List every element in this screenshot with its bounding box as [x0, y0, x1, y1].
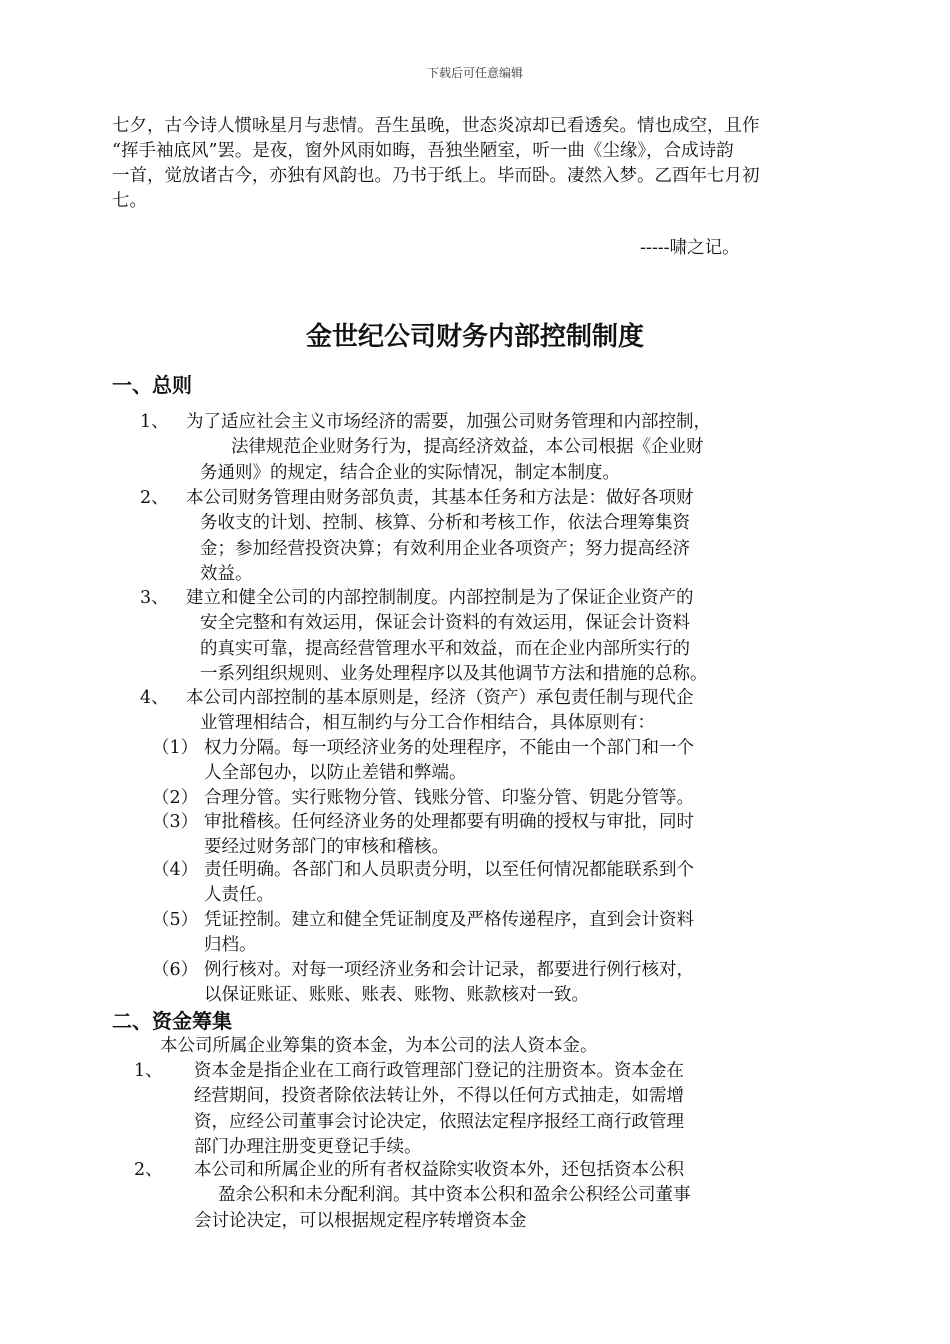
item-line: 务收支的计划、控制、核算、分析和考核工作，依法合理筹集资: [200, 513, 690, 534]
item-line: 盈余公积和未分配利润。其中资本公积和盈余公积经公司董事: [218, 1185, 691, 1206]
item-line: 例行核对。对每一项经济业务和会计记录，都要进行例行核对，: [204, 960, 694, 980]
item-line: 安全完整和有效运用，保证会计资料的有效运用，保证会计资料: [200, 613, 690, 634]
signature: -----啸之记。: [640, 238, 740, 258]
preface-line: 七。: [112, 191, 147, 211]
preface-paragraph: [112, 114, 840, 214]
item-line: 建立和健全公司的内部控制制度。内部控制是为了保证企业资产的: [186, 588, 694, 608]
item-line: 务通则》的规定，结合企业的实际情况，制定本制度。: [200, 462, 620, 483]
preface-line: 一首，觉放诸古今，亦独有风韵也。乃书于纸上。毕而卧。凄然入梦。乙酉年七月初: [112, 166, 760, 186]
item-line: 经营期间，投资者除依法转让外，不得以任何方式抽走，如需增: [194, 1086, 684, 1107]
item-line: 资，应经公司董事会讨论决定，依照法定程序报经工商行政管理: [194, 1111, 684, 1132]
item-line: 金；参加经营投资决算；有效利用企业各项资产；努力提高经济: [200, 538, 690, 559]
item-line: 一系列组织规则、业务处理程序以及其他调节方法和措施的总称。: [200, 663, 708, 684]
item-line: 的真实可靠，提高经营管理水平和效益，而在企业内部所实行的: [200, 638, 690, 659]
item-line: 归档。: [204, 935, 257, 956]
item-number: （6）: [152, 960, 199, 980]
preface-line: 七夕，古今诗人惯咏星月与悲情。吾生虽晚，世态炎凉却已看透矣。情也成空，且作: [112, 116, 760, 136]
item-number: 1、: [140, 412, 169, 432]
item-line: 以保证账证、账账、账表、账物、账款核对一致。: [204, 985, 589, 1006]
item-number: （5）: [152, 910, 199, 930]
item-line: 要经过财务部门的审核和稽核。: [204, 837, 449, 858]
item-line: 人责任。: [204, 885, 274, 906]
item-number: （2）: [152, 788, 199, 808]
item-line: 资本金是指企业在工商行政管理部门登记的注册资本。资本金在: [194, 1061, 684, 1081]
preface-line: “挥手袖底风”罢。是夜，窗外风雨如晦，吾独坐陋室，听一曲《尘缘》，合成诗韵: [112, 141, 734, 161]
page-header: 下载后可任意编辑: [426, 66, 523, 80]
item-line: 审批稽核。任何经济业务的处理都要有明确的授权与审批，同时: [204, 812, 694, 832]
section-intro: 本公司所属企业筹集的资本金，为本公司的法人资本金。: [160, 1036, 598, 1056]
item-line: 业管理相结合，相互制约与分工合作相结合，具体原则有：: [200, 713, 655, 734]
item-line: 会讨论决定，可以根据规定程序转增资本金: [194, 1210, 527, 1231]
item-number: （1）: [152, 738, 199, 758]
item-number: 4、: [140, 688, 169, 708]
section-heading-general: 一、总则: [112, 373, 192, 397]
item-line: 法律规范企业财务行为，提高经济效益，本公司根据《企业财: [231, 437, 704, 458]
item-number: （3）: [152, 812, 199, 832]
item-number: 2、: [134, 1160, 163, 1180]
item-line: 合理分管。实行账物分管、钱账分管、印鉴分管、钥匙分管等。: [204, 788, 694, 808]
item-line: 本公司内部控制的基本原则是，经济（资产）承包责任制与现代企: [186, 688, 694, 708]
item-line: 人全部包办，以防止差错和弊端。: [204, 763, 467, 784]
item-line: 为了适应社会主义市场经济的需要，加强公司财务管理和内部控制，: [186, 412, 711, 432]
item-line: 部门办理注册变更登记手续。: [194, 1136, 422, 1157]
item-number: 1、: [134, 1061, 163, 1081]
section-heading-funding: 二、资金筹集: [112, 1009, 232, 1033]
item-line: 权力分隔。每一项经济业务的处理程序，不能由一个部门和一个: [204, 738, 694, 758]
item-line: 本公司财务管理由财务部负责，其基本任务和方法是：做好各项财: [186, 488, 694, 508]
item-line: 效益。: [200, 563, 253, 584]
document-title: 金世纪公司财务内部控制制度: [305, 322, 644, 352]
item-number: 3、: [140, 588, 169, 608]
item-line: 本公司和所属企业的所有者权益除实收资本外，还包括资本公积: [194, 1160, 684, 1180]
item-line: 责任明确。各部门和人员职责分明，以至任何情况都能联系到个: [204, 860, 694, 880]
item-line: 凭证控制。建立和健全凭证制度及严格传递程序，直到会计资料: [204, 910, 694, 930]
item-number: 2、: [140, 488, 169, 508]
item-number: （4）: [152, 860, 199, 880]
